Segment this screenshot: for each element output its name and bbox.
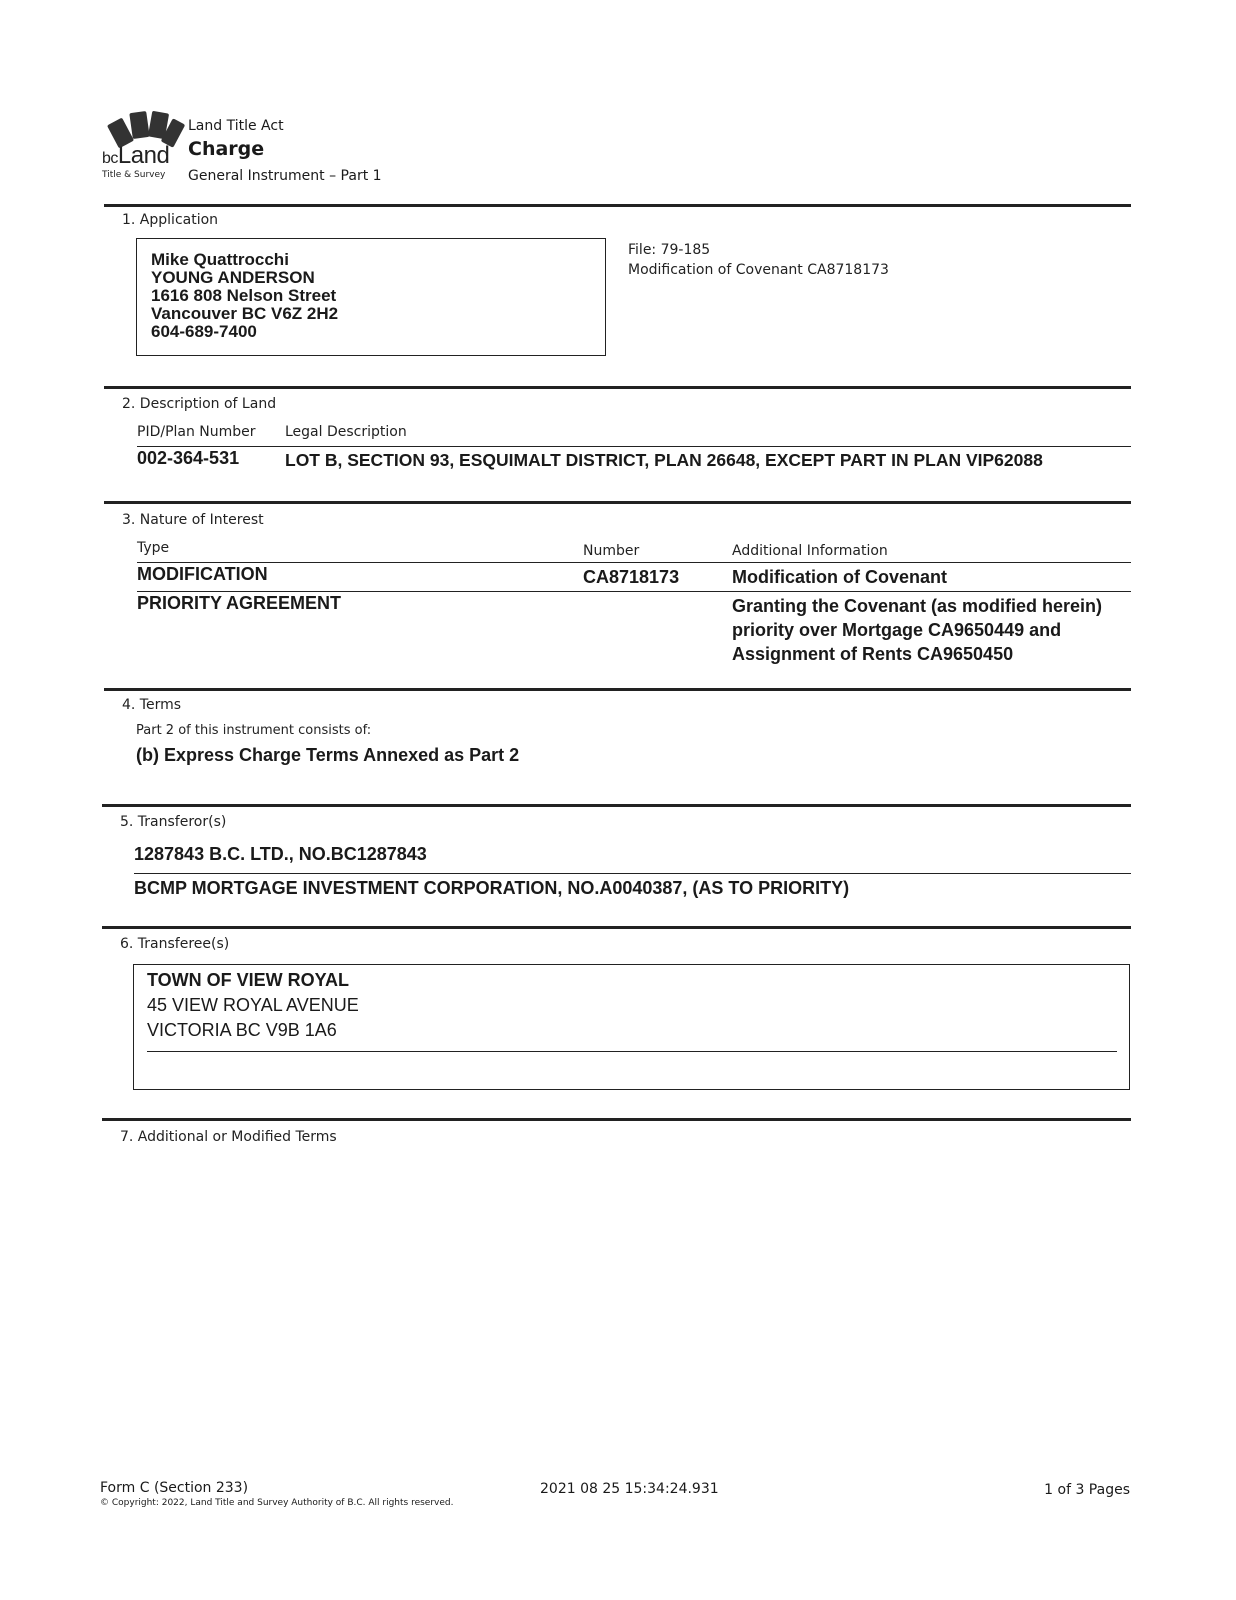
transferee-name: TOWN OF VIEW ROYAL [147,970,350,990]
copyright-notice: © Copyright: 2022, Land Title and Survey Authority of B.C. All rights reserved. [100,1498,454,1508]
table-rule [147,1051,1117,1052]
applicant-line: 1616 808 Nelson Street [151,286,337,305]
form-subtitle: General Instrument – Part 1 [188,168,382,184]
interest-info: Granting the Covenant (as modified herein) [732,596,1103,616]
table-rule [134,873,1131,874]
section-label-interest: 3. Nature of Interest [122,512,264,528]
transferor-name: BCMP MORTGAGE INVESTMENT CORPORATION, NO.A0040387, (AS TO PRIORITY) [134,878,850,898]
section-label-transferors: 5. Transferor(s) [120,814,227,830]
file-number: File: 79-185 [628,242,711,258]
bc-land-logo [100,112,180,182]
interest-type: PRIORITY AGREEMENT [137,593,342,613]
act-name: Land Title Act [188,118,284,134]
transferor-name: 1287843 B.C. LTD., NO.BC1287843 [134,844,427,864]
terms-intro: Part 2 of this instrument consists of: [136,723,372,738]
table-rule [137,562,1131,563]
type-column-header: Type [137,540,170,556]
applicant-line: YOUNG ANDERSON [151,268,315,287]
interest-info: Modification of Covenant [732,567,947,587]
applicant-box [136,238,606,356]
number-column-header: Number [583,543,640,559]
section-divider [104,688,1131,691]
section-divider [102,1118,1131,1121]
transferee-address-line: VICTORIA BC V9B 1A6 [147,1020,337,1040]
table-rule [137,591,1131,592]
logo-wordmark: bcLand [102,142,170,169]
file-reference: Modification of Covenant CA8718173 [628,262,889,278]
interest-info: Assignment of Rents CA9650450 [732,644,1014,664]
table-rule [137,446,1131,447]
section-divider [102,804,1131,807]
section-divider [102,926,1131,929]
section-label-transferees: 6. Transferee(s) [120,936,230,952]
section-label-additional-terms: 7. Additional or Modified Terms [120,1129,337,1145]
logo-blocks-icon [110,112,174,144]
legal-column-header: Legal Description [285,424,407,440]
section-label-application: 1. Application [122,212,219,228]
applicant-line: Mike Quattrocchi [151,250,289,269]
section-label-land: 2. Description of Land [122,396,277,412]
interest-info: priority over Mortgage CA9650449 and [732,620,1062,640]
interest-number: CA8718173 [583,567,680,587]
timestamp: 2021 08 25 15:34:24.931 [540,1481,719,1497]
form-reference: Form C (Section 233) [100,1480,249,1496]
section-divider [104,204,1131,207]
info-column-header: Additional Information [732,543,888,559]
terms-value: (b) Express Charge Terms Annexed as Part 2 [136,745,520,765]
legal-description-value: LOT B, SECTION 93, ESQUIMALT DISTRICT, PLAN 26648, EXCEPT PART IN PLAN VIP62088 [285,450,1043,470]
section-divider [104,501,1131,504]
section-divider [104,386,1131,389]
pid-value: 002-364-531 [137,448,240,468]
interest-type: MODIFICATION [137,564,268,584]
applicant-line: 604-689-7400 [151,322,257,341]
applicant-line: Vancouver BC V6Z 2H2 [151,304,339,323]
section-label-terms: 4. Terms [122,697,182,713]
logo-subtitle: Title & Survey [102,170,166,180]
transferee-address-line: 45 VIEW ROYAL AVENUE [147,995,359,1015]
form-title: Charge [188,138,265,160]
pid-column-header: PID/Plan Number [137,424,256,440]
page-count: 1 of 3 Pages [1044,1482,1130,1498]
